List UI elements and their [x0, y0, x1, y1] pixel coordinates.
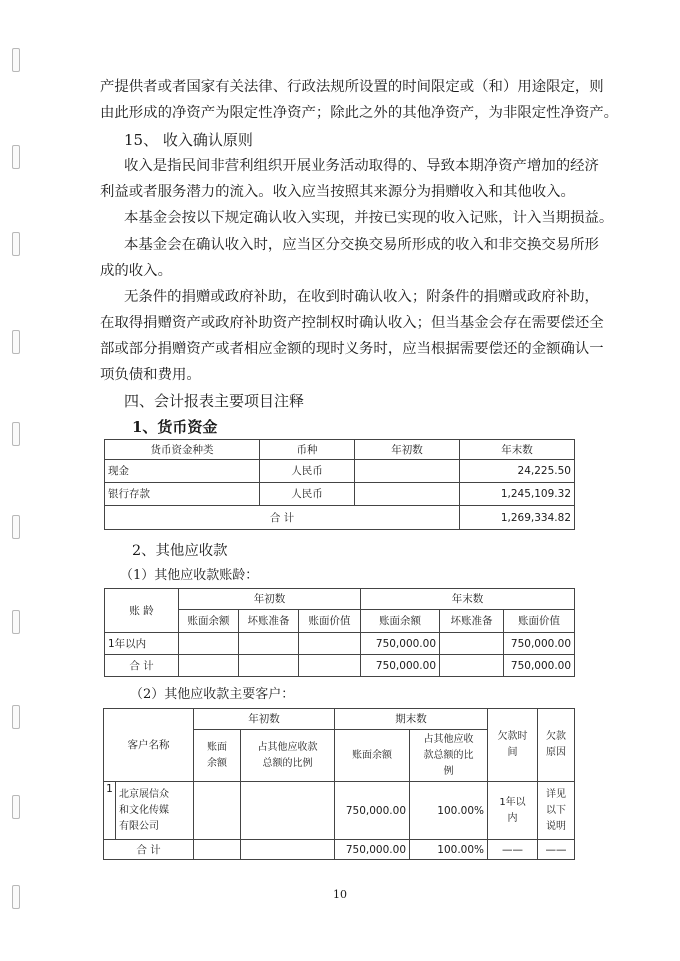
section-heading-4: 四、会计报表主要项目注释: [124, 392, 305, 410]
section-heading-15: 15、 收入确认原则: [124, 131, 253, 149]
cash-total-end: 1,269,334.82: [460, 506, 575, 530]
aging-total-label: 合 计: [105, 655, 179, 677]
customers-header-end-ratio: 占其他应收 款总额的比 例: [410, 730, 488, 782]
customer-end-ratio: 100.00%: [410, 782, 488, 840]
aging-cell: 750,000.00: [361, 655, 440, 677]
aging-cell: [299, 633, 361, 655]
customer-name: 北京展信众 和文化传媒 有限公司: [116, 782, 194, 840]
cash-begin-cell: [355, 483, 460, 506]
customers-header-overdue-time: 欠款时 间: [488, 709, 538, 782]
aging-cell: [239, 655, 299, 677]
paragraph-line: 产提供者或者国家有关法律、行政法规所设置的时间限定或（和）用途限定，则: [100, 79, 604, 95]
paragraph-line: 在取得捐赠资产或政府补助资产控制权时确认收入；但当基金会存在需要偿还全: [100, 315, 604, 331]
total-row: [105, 655, 575, 677]
cash-table: [104, 439, 575, 530]
customer-cell: [194, 782, 241, 840]
cash-header-begin: 年初数: [355, 440, 460, 460]
binding-mark: [12, 48, 20, 72]
paragraph-line: 本基金会在确认收入时，应当区分交换交易所形成的收入和非交换交易所形: [124, 237, 599, 253]
cash-type-cell: 银行存款: [105, 483, 260, 506]
customers-total-balance: 750,000.00: [335, 840, 410, 860]
paragraph-line: 无条件的捐赠或政府补助，在收到时确认收入；附条件的捐赠或政府补助，: [124, 289, 599, 305]
cash-total-label: 合 计: [105, 506, 460, 530]
customers-header-begin-ratio: 占其他应收款 总额的比例: [241, 730, 335, 782]
paragraph-line: 成的收入。: [100, 263, 172, 279]
customers-header-end-balance: 账面余额: [335, 730, 410, 782]
customer-cell: [241, 840, 335, 860]
table-row: [105, 633, 575, 655]
paragraph-line: 项负债和费用。: [100, 367, 201, 383]
cash-currency-cell: 人民币: [260, 483, 355, 506]
aging-subheader: 坏账准备: [440, 610, 504, 633]
binding-mark: [12, 795, 20, 819]
binding-mark: [12, 422, 20, 446]
paragraph-line: 本基金会按以下规定确认收入实现，并按已实现的收入记账，计入当期损益。: [124, 210, 614, 226]
aging-cell: 750,000.00: [361, 633, 440, 655]
aging-cell: [299, 655, 361, 677]
aging-cell: [440, 655, 504, 677]
customers-header-overdue-reason: 欠款 原因: [538, 709, 575, 782]
cash-header-end: 年末数: [460, 440, 575, 460]
section-heading-cash: 1、货币资金: [132, 418, 218, 436]
subheading-aging: （1）其他应收款账龄：: [120, 568, 259, 583]
aging-subheader: 账面余额: [361, 610, 440, 633]
aging-cell: [239, 633, 299, 655]
cash-header-currency: 币种: [260, 440, 355, 460]
cash-currency-cell: 人民币: [260, 460, 355, 483]
aging-subheader: 账面价值: [504, 610, 575, 633]
customers-header-name: 客户名称: [104, 709, 194, 782]
customers-header-begin-balance: 账面 余额: [194, 730, 241, 782]
aging-cell: 750,000.00: [504, 655, 575, 677]
binding-mark: [12, 515, 20, 539]
aging-cell: 750,000.00: [504, 633, 575, 655]
aging-subheader: 账面价值: [299, 610, 361, 633]
section-heading-receivables: 2、其他应收款: [132, 543, 228, 559]
aging-header-begin: 年初数: [179, 589, 361, 610]
customers-total-time: ——: [488, 840, 538, 860]
aging-cell: [179, 655, 239, 677]
cash-header-type: 货币资金种类: [105, 440, 260, 460]
aging-header-end: 年末数: [361, 589, 575, 610]
subheading-customers: （2）其他应收款主要客户：: [130, 687, 295, 702]
total-row: [104, 840, 575, 860]
cash-end-cell: 24,225.50: [460, 460, 575, 483]
customers-total-ratio: 100.00%: [410, 840, 488, 860]
customers-header-end: 期末数: [335, 709, 488, 730]
binding-mark: [12, 330, 20, 354]
aging-cell: [179, 633, 239, 655]
paragraph-line: 利益或者服务潜力的流入。收入应当按照其来源分为捐赠收入和其他收入。: [100, 184, 575, 200]
customers-total-reason: ——: [538, 840, 575, 860]
binding-mark: [12, 705, 20, 729]
aging-subheader: 坏账准备: [239, 610, 299, 633]
aging-header-age: 账 龄: [105, 589, 179, 633]
customers-table: [103, 708, 575, 860]
customer-index: 1: [104, 782, 116, 840]
cash-type-cell: 现金: [105, 460, 260, 483]
customers-header-begin: 年初数: [194, 709, 335, 730]
aging-age-cell: 1年以内: [105, 633, 179, 655]
cash-begin-cell: [355, 460, 460, 483]
paragraph-line: 部或部分捐赠资产或者相应金额的现时义务时，应当根据需要偿还的金额确认一: [100, 341, 604, 357]
aging-cell: [440, 633, 504, 655]
customer-cell: [241, 782, 335, 840]
aging-subheader: 账面余额: [179, 610, 239, 633]
binding-mark: [12, 232, 20, 256]
cash-end-cell: 1,245,109.32: [460, 483, 575, 506]
customer-overdue-time: 1年以 内: [488, 782, 538, 840]
table-row: [105, 460, 575, 483]
table-row: [105, 483, 575, 506]
aging-table: [104, 588, 575, 677]
customer-end-balance: 750,000.00: [335, 782, 410, 840]
binding-mark: [12, 610, 20, 634]
customers-total-label: 合 计: [104, 840, 194, 860]
paragraph-line: 收入是指民间非营利组织开展业务活动取得的、导致本期净资产增加的经济: [124, 158, 599, 174]
paragraph-line: 由此形成的净资产为限定性净资产；除此之外的其他净资产，为非限定性净资产。: [100, 105, 619, 121]
customer-overdue-reason: 详见 以下 说明: [538, 782, 575, 840]
total-row: [105, 506, 575, 530]
table-row: [104, 782, 575, 840]
customer-cell: [194, 840, 241, 860]
binding-mark: [12, 145, 20, 169]
page-number: 10: [333, 888, 347, 901]
